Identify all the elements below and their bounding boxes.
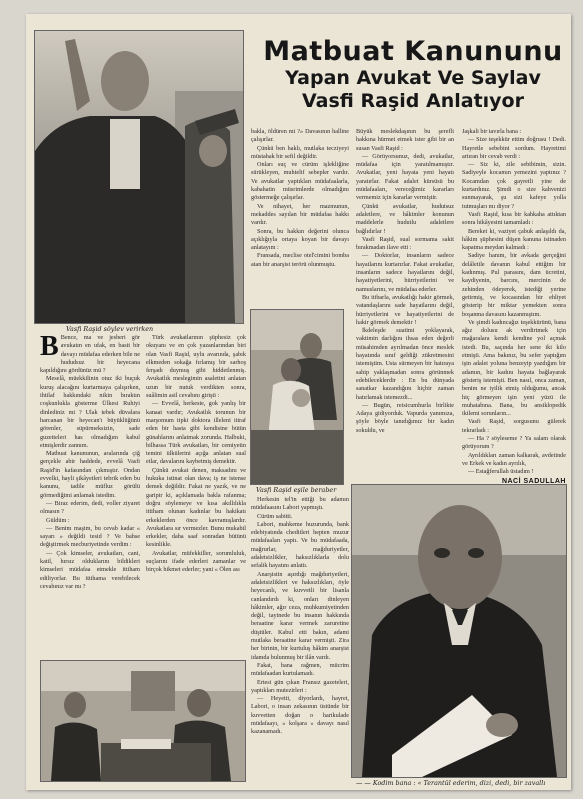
paragraph: Bereket ki, vaziyet çabuk anlaşıldı da, hâkim şüphesini düşen kanuna istinaden kapatma meydan kalmadı : (462, 227, 566, 252)
magazine-page (26, 14, 571, 790)
paragraph: Vasfi Raşid, sual sormama sakit bırakmadan ilave etti : (356, 235, 454, 252)
paragraph: — Ha ? söyleseme ? Ya salam olarak görüyorum ? (462, 434, 566, 451)
caption-couple: Vasfi Raşid eşile beraber (256, 486, 337, 494)
paragraph: Sonra, bu hakkın değerini olunca açıklığıyla ortaya koyan bir davayı anlatayım : (251, 227, 349, 252)
paragraph: Onları suç ve cürüm işlekliğine sürükleyen, muhtelif sebepler vardır. Ve avukatlar yaptıkları müdafaalarla, kabahatin müsrimlerde olmadığını göstermeğe çalışırlar. (251, 161, 349, 202)
paragraph: — Size teşekkür ettim doğrusu ! Dedi. Hayretle sebebini sordum. Hayretimi artıran bir cevab verdi : (462, 136, 566, 160)
headline (254, 38, 572, 111)
paragraph: Çünkü avukatlar, hudutsuz adaletlere, ve hâkimler konunun maddelerle hudutlu adaletlere bağlıdırlar ! (356, 202, 454, 235)
paragraph: Sadiye hanım, bir avkada gerçeğini delâletile davanın kabul ettiğim bir kadınmış. Pul parasını, dam ücretini, kaydiyenin, barcını, mercinin de zehinden ödeyerek, istediği yerine getirmiş, ve kocasından bir ehliyet gösterip bir miktar yemekten sonra boşanma davasını kazanmıştım. (462, 252, 566, 318)
paragraph: — Görüyorsunuz, dedi, avukatlar, müdafaa için yaratılmamıştır. Avukatlar, yeni hayata yeni hayatı yaratırlar. Fakat adalet kürsüsü bu müdafaaları, vereceğimiz kararları vermemiz için kararlar vermiştir. (356, 152, 454, 202)
paragraph: Vasfi Raşid, sorgusunu gülerek tekrarladı : (462, 418, 566, 434)
paragraph: Fransada, meclise otel'cimini bomba atan bir anarşist terörü olunmuştu. (251, 252, 349, 268)
headline-line-3: Vasfi Raşid Anlatıyor (302, 90, 524, 112)
paragraph: İkdeleşde suatimi yoklayarak, vaktimin darlığını ihsas eden değerli müsahimden ayrılmadan önce meslek hayatında sınıf geldiği zükretmesini istemiştim. Usta sürmeyen bir hatıraya sahip yaklaşmadan sonra görünmek edebileceklerdir : En bu dünyada sanatkar kazandığını hiçbir zaman hatırlamak istemezdi... (356, 327, 454, 401)
photo-speech (34, 30, 244, 324)
paragraph: bakla, öldüren mi ?» Davasının halline çalışırlar. (251, 128, 349, 144)
paragraph: Ve nihayet, her mazmunun, mekaddes sayılan bir müdafaa hakkı vardır. (251, 202, 349, 227)
paragraph: Cürüm sabitti. (257, 512, 293, 520)
photo-office (40, 660, 246, 782)
paragraph: Bence, ma ve jesberi gör avukatın en ufak, en basit bir davayı müdafaa ederken bile ne hududsuz bir heyecana kapıldığını gördünüz mü ? (40, 334, 140, 375)
paragraph: Avukatlar, müfekkiller, sorumluluk, suçlarını ifade ederleri zamanlar ve birçok hikmet ederler; yani « Ölen ası (146, 549, 246, 574)
article-column-2 (146, 334, 246, 656)
paragraph: Matbuat kanununun, aralarında çiğ gerçekle abir haddede, evvelâ Vasfi Raşid'in kafasından çıkmıştır. Ondan evvelki, hayli şikâyetleri tebrik eden bu kanunu, tadile müfluz görülü görmediğimi anlamak istedim. (40, 450, 140, 499)
article-column-3 (251, 128, 349, 314)
paragraph: — Estağferullah üstadım ! (468, 468, 534, 476)
photo-portrait (351, 484, 567, 778)
article-column-4 (356, 128, 454, 486)
caption-speech: Vasfi Raşid söylev verirken (66, 325, 154, 333)
paragraph: — Biraz ederim, dedi, voller ziyaret olmasın ? (40, 499, 140, 516)
paragraph: Herkesin tel'in ettiği bu adamın müdafaasını Labori yapmıştı. (251, 496, 349, 512)
headline-line-2: Yapan Avukat Ve Saylav (285, 67, 541, 89)
paragraph: — Siz ki, zile sebibimin, sizin. Sadiyeyle kocamın yemezini yaptınız ? Kocamdan çok gayretli yine de kurtardınız. Şimdi o size kahvenizi sunmayarak, şu sizi kafeye yolla tutmuşları mı diyor ? (462, 161, 566, 210)
paragraph: Bu itibarla, avukatlığı hakir görmek, vatandaşlarını sade hayatlarını değil, hürriyetlerini ve hayatiyetlerini de hakir görmek demektir ! (356, 293, 454, 326)
paragraph: Büyük meslekdaşının bu şerefli hakkına hürmet etmek ister gibi bir an susan Vasfi Raşid : (356, 128, 454, 152)
drop-cap: B (40, 331, 59, 362)
paragraph: Labori, mahkeme huzurunda, bank edebiyatında cheditleri hepten muzur müdafaaları yaptı. Ve bu müdafaada, mağrurlar, mağduriyetler, adaletsizlikler, haksızlıklarla dolu sefalik hayatını anlattı. (251, 520, 349, 570)
paragraph: — Bugün, reisicumhurla birlikte Adaya gidiyorduk. Vapurda yanımıza, şöyle böyle tanıdığımız bir kadın sokuldu, ve (356, 401, 454, 434)
photo-couple (250, 309, 344, 485)
paragraph: Ve şimdi kadıncağız teşekkürünü, bana ağız dolusu ak verdirtmek için mağaralara kendi kendine yol açmak istedi. Bu, saçında her sene iki kilo etmişti. Ama bakınız, bu sefer yaptığım işin adalet yoluna benzeyip yazdığım bir adamın, bir kadını hayata bağlayarak gösteriş istemişti. Ben nasıl, onca zaman, benim ne iyilik etmiş olduğumu, ancak hiç görmeyen işin yeni yüzü ile muhatabına. Bana, bu ansiklopedik ikilemi sorunların... (462, 318, 566, 418)
article-column-1 (40, 331, 140, 656)
paragraph: Fakat, bana rağmen, mücrim müdafaadan kurtulamadı. (251, 661, 349, 678)
headline-line-1: Matbuat Kanununu (263, 36, 563, 67)
paragraph: Ertesi gün çıkan Fransız gazeteleri, yaptıkları mutezirleri : (251, 678, 349, 694)
paragraph: Anarşistin aşırdığı mağduriyetleri, adaletsizlikleri ve haksızlıkları, öyle heyecanlı, ve kuvvetli bir lisanla canlandırdı ki, onları dinleyen hâkimler, ağır ceza, muhkumiyetinden değil, tayinede bu insanın hakkında beraatine karar vermek zaruretine düştüler. Kabul etti bakın, adami mutlaka beraatine karar vermişti. Zira her birinin, bir kurtuluş hâkim anarşist idamda bulunmuş bir ilân vardı. (251, 570, 349, 661)
author-signature: NACİ SADULLAH (501, 478, 566, 486)
paragraph: Jaşkali bir tavırla bana : (462, 128, 522, 135)
paragraph: Türk avukatlarının şüphesiz çok okuyanı ve en çok yazanlarından biri olan Vasfi Raşid, uylu avarında, şabık elkmeden sokağa fırlamış bir sarhoş ferşadı duymuş gibi hiddetlenmiş. Avukatlık meslegimin asaletini anlatan uzun bir nutuk verdikten sonra, suâlimin asil cevabını girişti : (146, 334, 246, 400)
paragraph: — Benim maşim, bu cevab kadar « sayarı » değildi tesid ? Ve bahse değiştirmek mecburiyetinde verdim : (40, 524, 140, 549)
paragraph: — Doktorlar, insanların sadece hayatlarını kurtarırlar. Fakat avukatlar, insanların sadece hayatlarını değil, hayatiyetlerini, hürriyetlerini ve namuslarını, ve müdafaa ederler. (356, 252, 454, 293)
paragraph: — Çok kimseler, avukatları, cani, katil, hırsız olduklarını bildikleri kimseleri müdafaa etmekle ittiham ediliyorlar. Bu ittihama verebilecek cevabınız var mı ? (40, 549, 140, 590)
paragraph: — Heyetti, diyorlardı, hayret, Labori, o insan zekasının üstünde bir kuvvetten doğan o harikulade müdafaayı, « kolşara » davayı nasıl kazanamadı. (251, 695, 349, 736)
paragraph: Ayrıldıkları zaman kalkarak, avdetinde ve Erkek ve kadın ayrılık, (462, 451, 566, 467)
paragraph: Çünkü ben haklı, mutlaka tecziyeyi müstahak bir sefil değildir. (251, 144, 349, 160)
paragraph: Güldüm : (46, 516, 70, 524)
paragraph: — Evvelâ, herkeste, gok yanlış bir kanaat vardır; Avukatlık torunun bir marşomum tipki doktora illeleni itiraf eden bir hasta gibi kendisine bütün günahlarını anlatmak zorunda. Halbuki, bilhassa Türk avukatları, bir cemiyetin temini ülkülerini açığa anlatan sual etlar, davalarını kaybetmiş demektir. (146, 400, 246, 466)
article-column-5 (462, 128, 566, 486)
article-column-3-lower (251, 496, 349, 786)
paragraph: Vasfi Raşid, kısa bir kahkaha attıktan sonra hikâyesini tamamladı : (462, 210, 566, 227)
paragraph: Çünkü avukat denen, maksadını ve hukuka istinat olan dava; iş ne istense demek değildir. Fakat ne yazık, ve ne garipir ki, açıklamada bakla rafanma; doğru söylemeye ve kısa akıllılıkla ittiham olunan kadınlar bu hakikatı erkeklerden önce kavramışlardır. Avukatlara sır vermezler. Bunu mukabil erkekler, daha saaf sonradan bütünü kesinlikle. (146, 466, 246, 549)
paragraph: Meselâ, müekkilinin otuz iki buçuk kuruş alacağını kurtarmaya çalışırken, ihtilaf hakkındaki nikin bıraktın coşkunlukla gösterme Ülkesi Ruhiyi dinlediniz mi ? Ulak tebek düvalara harcanan bir heyecan'ı büyüklüğünü görenler, süpürmeksizin, sade guzetteleri has olmadığım kabul etmişlerdir zannım. (40, 375, 140, 449)
caption-portrait: — — Kodim bana : « Terantül ederim, dizi, dedi, bir zavallı (356, 779, 546, 787)
